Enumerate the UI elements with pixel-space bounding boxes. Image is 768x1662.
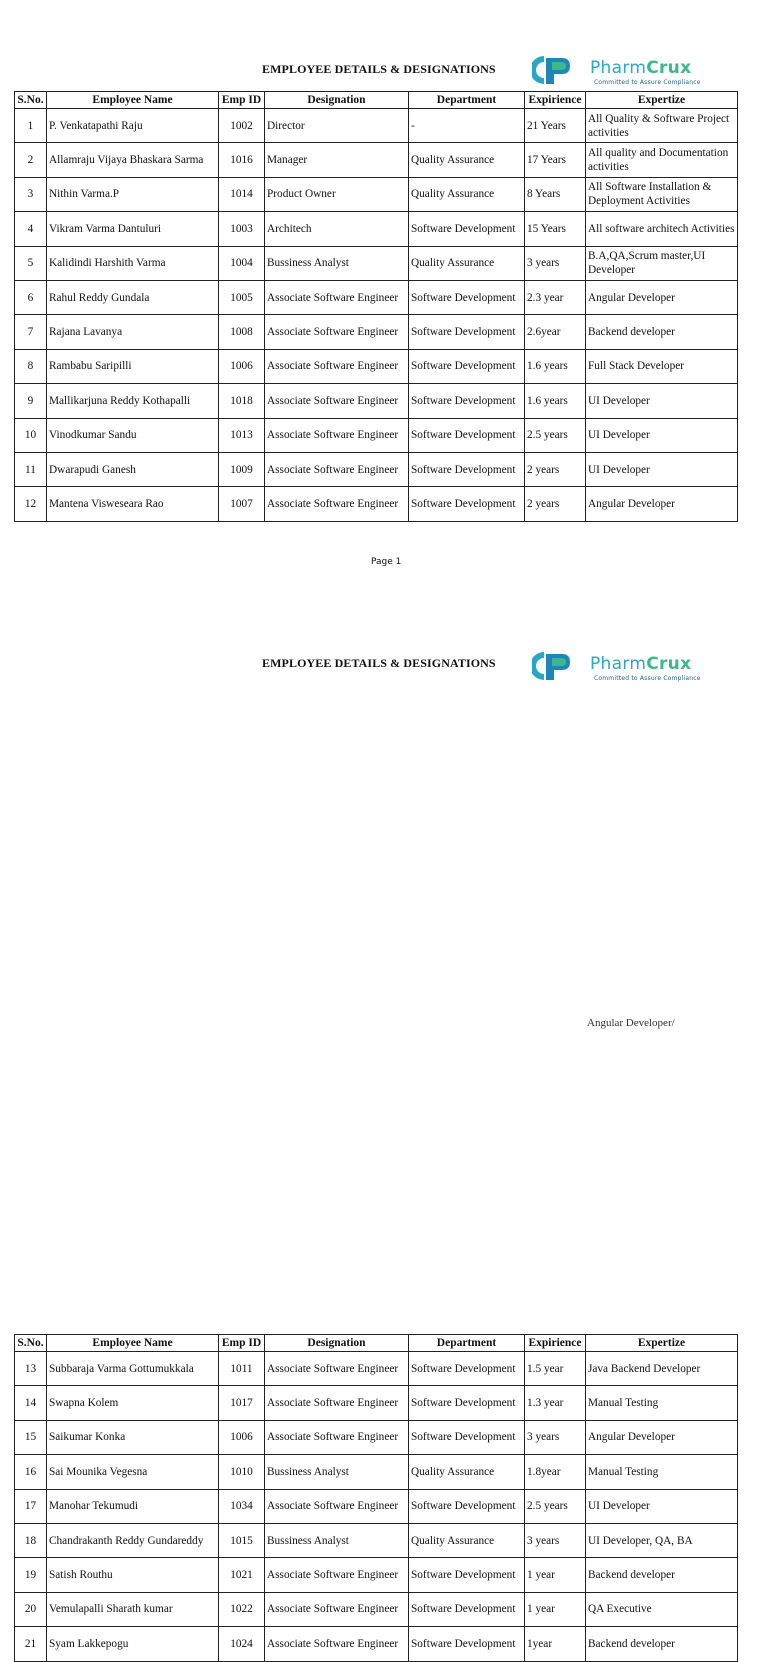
col-designation-cell: Associate Software Engineer (265, 1627, 409, 1661)
col-emp-id-cell: 1003 (219, 212, 265, 246)
col-expertise-header: Expertize (586, 92, 738, 109)
col-expertise-cell: UI Developer, QA, BA (586, 1523, 738, 1557)
col-employee-name-cell: Rambabu Saripilli (47, 349, 219, 383)
col-expertise-cell: QA Executive (586, 1592, 738, 1626)
col-emp-id-cell: 1009 (219, 452, 265, 486)
col-designation-cell: Associate Software Engineer (265, 487, 409, 521)
table-row (15, 1627, 738, 1661)
col-designation-cell: Associate Software Engineer (265, 1489, 409, 1523)
table-header-row (15, 1335, 738, 1352)
col-emp-id-cell: 1011 (219, 1352, 265, 1386)
col-experience-cell: 8 Years (525, 177, 586, 211)
table-header-row (15, 92, 738, 109)
col-employee-name-cell: Mantena Visweseara Rao (47, 487, 219, 521)
col-department-cell: Software Development (409, 1592, 525, 1626)
col-department-cell: Software Development (409, 1489, 525, 1523)
col-employee-name-cell: Dwarapudi Ganesh (47, 452, 219, 486)
col-experience-cell: 21 Years (525, 109, 586, 143)
col-experience-cell: 1year (525, 1627, 586, 1661)
table-row (15, 1352, 738, 1386)
col-experience-cell: 2.5 years (525, 418, 586, 452)
col-experience-cell: 2.5 years (525, 1489, 586, 1523)
col-department-cell: Software Development (409, 418, 525, 452)
col-sno-cell: 20 (15, 1592, 47, 1626)
col-employee-name-cell: Rajana Lavanya (47, 315, 219, 349)
col-employee-name-cell: Nithin Varma.P (47, 177, 219, 211)
col-sno-cell: 17 (15, 1489, 47, 1523)
col-expertise-cell: UI Developer (586, 1489, 738, 1523)
col-experience-cell: 2.3 year (525, 280, 586, 314)
col-designation-cell: Associate Software Engineer (265, 1420, 409, 1454)
col-designation-cell: Associate Software Engineer (265, 315, 409, 349)
logo-tagline: Committed to Assure Compliance (594, 79, 701, 86)
col-sno-header: S.No. (15, 1335, 47, 1352)
table-body (15, 109, 738, 522)
col-department-header: Department (409, 1335, 525, 1352)
table-row (15, 384, 738, 418)
col-employee-name-header: Employee Name (47, 1335, 219, 1352)
table-row (15, 246, 738, 280)
col-employee-name-cell: Swapna Kolem (47, 1386, 219, 1420)
col-expertise-cell: Angular Developer (586, 280, 738, 314)
col-designation-cell: Associate Software Engineer (265, 1592, 409, 1626)
table-row (15, 349, 738, 383)
logo-tagline: Committed to Assure Compliance (594, 675, 701, 682)
col-department-cell: Software Development (409, 1352, 525, 1386)
col-sno-cell: 19 (15, 1558, 47, 1592)
col-sno-cell: 10 (15, 418, 47, 452)
col-emp-id-cell: 1010 (219, 1455, 265, 1489)
col-expertise-cell: Java Backend Developer (586, 1352, 738, 1386)
employee-table (14, 91, 738, 522)
col-sno-cell: 15 (15, 1420, 47, 1454)
col-employee-name-cell: Saikumar Konka (47, 1420, 219, 1454)
col-department-header: Department (409, 92, 525, 109)
table-row (15, 487, 738, 521)
col-designation-cell: Associate Software Engineer (265, 1352, 409, 1386)
col-sno-header: S.No. (15, 92, 47, 109)
col-department-cell: Software Development (409, 1386, 525, 1420)
col-sno-cell: 21 (15, 1627, 47, 1661)
col-designation-cell: Manager (265, 143, 409, 177)
col-department-cell: Software Development (409, 349, 525, 383)
cut-off-text: Angular Developer/ (587, 1017, 675, 1029)
col-experience-cell: 1.3 year (525, 1386, 586, 1420)
col-emp-id-cell: 1022 (219, 1592, 265, 1626)
col-expertise-cell: Angular Developer (586, 487, 738, 521)
col-emp-id-cell: 1034 (219, 1489, 265, 1523)
col-sno-cell: 12 (15, 487, 47, 521)
col-designation-cell: Associate Software Engineer (265, 384, 409, 418)
col-experience-cell: 2.6year (525, 315, 586, 349)
col-expertise-cell: B.A,QA,Scrum master,UI Developer (586, 246, 738, 280)
col-employee-name-cell: P. Venkatapathi Raju (47, 109, 219, 143)
col-expertise-cell: UI Developer (586, 418, 738, 452)
document-heading: EMPLOYEE DETAILS & DESIGNATIONS (262, 656, 496, 670)
col-department-cell: Software Development (409, 487, 525, 521)
col-department-cell: Software Development (409, 384, 525, 418)
logo-brand-text: PharmCrux (590, 58, 692, 78)
logo-brand-text: PharmCrux (590, 654, 692, 674)
col-designation-header: Designation (265, 1335, 409, 1352)
col-emp-id-header: Emp ID (219, 92, 265, 109)
col-sno-cell: 16 (15, 1455, 47, 1489)
pharmcrux-logo-icon (532, 52, 588, 88)
col-experience-header: Expirience (525, 92, 586, 109)
col-sno-cell: 7 (15, 315, 47, 349)
col-designation-cell: Associate Software Engineer (265, 452, 409, 486)
col-emp-id-cell: 1013 (219, 418, 265, 452)
col-employee-name-cell: Syam Lakkepogu (47, 1627, 219, 1661)
col-experience-cell: 3 years (525, 1523, 586, 1557)
col-sno-cell: 9 (15, 384, 47, 418)
col-emp-id-cell: 1018 (219, 384, 265, 418)
col-experience-header: Expirience (525, 1335, 586, 1352)
col-sno-cell: 2 (15, 143, 47, 177)
table-row (15, 177, 738, 211)
col-expertise-cell: Backend developer (586, 1558, 738, 1592)
col-expertise-cell: Full Stack Developer (586, 349, 738, 383)
pharmcrux-logo (532, 648, 732, 688)
col-emp-id-cell: 1002 (219, 109, 265, 143)
col-employee-name-cell: Manohar Tekumudi (47, 1489, 219, 1523)
col-department-cell: Quality Assurance (409, 1455, 525, 1489)
col-department-cell: Quality Assurance (409, 143, 525, 177)
col-employee-name-cell: Allamraju Vijaya Bhaskara Sarma (47, 143, 219, 177)
col-emp-id-cell: 1014 (219, 177, 265, 211)
col-employee-name-cell: Kalidindi Harshith Varma (47, 246, 219, 280)
table-row (15, 418, 738, 452)
col-expertise-cell: Backend developer (586, 315, 738, 349)
col-experience-cell: 2 years (525, 487, 586, 521)
col-expertise-cell: UI Developer (586, 452, 738, 486)
col-designation-cell: Architech (265, 212, 409, 246)
col-emp-id-cell: 1007 (219, 487, 265, 521)
col-sno-cell: 3 (15, 177, 47, 211)
pharmcrux-logo (532, 52, 732, 92)
col-expertise-cell: Angular Developer (586, 1420, 738, 1454)
pharmcrux-logo-icon (532, 648, 588, 684)
col-sno-cell: 13 (15, 1352, 47, 1386)
col-expertise-cell: UI Developer (586, 384, 738, 418)
col-department-cell: Software Development (409, 452, 525, 486)
col-experience-cell: 1.8year (525, 1455, 586, 1489)
col-emp-id-cell: 1006 (219, 1420, 265, 1454)
col-experience-cell: 17 Years (525, 143, 586, 177)
col-emp-id-cell: 1008 (219, 315, 265, 349)
col-expertise-cell: Manual Testing (586, 1455, 738, 1489)
col-employee-name-cell: Rahul Reddy Gundala (47, 280, 219, 314)
col-employee-name-cell: Mallikarjuna Reddy Kothapalli (47, 384, 219, 418)
col-emp-id-cell: 1005 (219, 280, 265, 314)
col-experience-cell: 1.6 years (525, 384, 586, 418)
col-designation-cell: Associate Software Engineer (265, 418, 409, 452)
col-experience-cell: 1 year (525, 1592, 586, 1626)
col-designation-cell: Associate Software Engineer (265, 349, 409, 383)
col-sno-cell: 6 (15, 280, 47, 314)
table-row (15, 452, 738, 486)
col-designation-cell: Associate Software Engineer (265, 1558, 409, 1592)
col-employee-name-cell: Sai Mounika Vegesna (47, 1455, 219, 1489)
table-row (15, 280, 738, 314)
col-experience-cell: 1 year (525, 1558, 586, 1592)
table-row (15, 143, 738, 177)
table-row (15, 315, 738, 349)
col-emp-id-cell: 1021 (219, 1558, 265, 1592)
col-emp-id-header: Emp ID (219, 1335, 265, 1352)
col-emp-id-cell: 1016 (219, 143, 265, 177)
col-experience-cell: 3 years (525, 246, 586, 280)
col-experience-cell: 1.5 year (525, 1352, 586, 1386)
table-row (15, 1420, 738, 1454)
document-heading: EMPLOYEE DETAILS & DESIGNATIONS (262, 62, 496, 76)
col-employee-name-cell: Vikram Varma Dantuluri (47, 212, 219, 246)
col-sno-cell: 4 (15, 212, 47, 246)
col-employee-name-cell: Vemulapalli Sharath kumar (47, 1592, 219, 1626)
table-row (15, 1386, 738, 1420)
col-expertise-cell: Manual Testing (586, 1386, 738, 1420)
table-body (15, 1352, 738, 1662)
col-department-cell: Quality Assurance (409, 246, 525, 280)
col-department-cell: Quality Assurance (409, 177, 525, 211)
col-expertise-cell: All software architech Activities (586, 212, 738, 246)
col-experience-cell: 2 years (525, 452, 586, 486)
col-designation-cell: Product Owner (265, 177, 409, 211)
col-designation-cell: Associate Software Engineer (265, 1386, 409, 1420)
employee-table (14, 1334, 738, 1662)
col-department-cell: Software Development (409, 315, 525, 349)
col-experience-cell: 3 years (525, 1420, 586, 1454)
col-designation-cell: Bussiness Analyst (265, 246, 409, 280)
col-experience-cell: 15 Years (525, 212, 586, 246)
col-department-cell: Software Development (409, 1420, 525, 1454)
col-department-cell: Quality Assurance (409, 1523, 525, 1557)
page-number: Page 1 (371, 557, 402, 567)
table-row (15, 212, 738, 246)
col-employee-name-cell: Subbaraja Varma Gottumukkala (47, 1352, 219, 1386)
col-sno-cell: 8 (15, 349, 47, 383)
col-department-cell: Software Development (409, 1558, 525, 1592)
col-emp-id-cell: 1015 (219, 1523, 265, 1557)
col-sno-cell: 11 (15, 452, 47, 486)
col-expertise-cell: All Quality & Software Project activities (586, 109, 738, 143)
col-employee-name-cell: Chandrakanth Reddy Gundareddy (47, 1523, 219, 1557)
col-emp-id-cell: 1006 (219, 349, 265, 383)
col-expertise-cell: Backend developer (586, 1627, 738, 1661)
col-experience-cell: 1.6 years (525, 349, 586, 383)
table-row (15, 109, 738, 143)
col-emp-id-cell: 1017 (219, 1386, 265, 1420)
col-sno-cell: 14 (15, 1386, 47, 1420)
col-designation-header: Designation (265, 92, 409, 109)
col-sno-cell: 1 (15, 109, 47, 143)
col-emp-id-cell: 1004 (219, 246, 265, 280)
col-sno-cell: 5 (15, 246, 47, 280)
col-designation-cell: Bussiness Analyst (265, 1455, 409, 1489)
col-expertise-header: Expertize (586, 1335, 738, 1352)
col-designation-cell: Associate Software Engineer (265, 280, 409, 314)
table-row (15, 1558, 738, 1592)
col-expertise-cell: All quality and Documentation activities (586, 143, 738, 177)
col-department-cell: - (409, 109, 525, 143)
col-designation-cell: Director (265, 109, 409, 143)
col-department-cell: Software Development (409, 280, 525, 314)
col-employee-name-cell: Vinodkumar Sandu (47, 418, 219, 452)
table-row (15, 1455, 738, 1489)
col-department-cell: Software Development (409, 212, 525, 246)
table-row (15, 1489, 738, 1523)
col-employee-name-header: Employee Name (47, 92, 219, 109)
col-designation-cell: Bussiness Analyst (265, 1523, 409, 1557)
col-employee-name-cell: Satish Routhu (47, 1558, 219, 1592)
col-sno-cell: 18 (15, 1523, 47, 1557)
col-department-cell: Software Development (409, 1627, 525, 1661)
col-expertise-cell: All Software Installation & Deployment Activities (586, 177, 738, 211)
table-row (15, 1592, 738, 1626)
table-row (15, 1523, 738, 1557)
col-emp-id-cell: 1024 (219, 1627, 265, 1661)
